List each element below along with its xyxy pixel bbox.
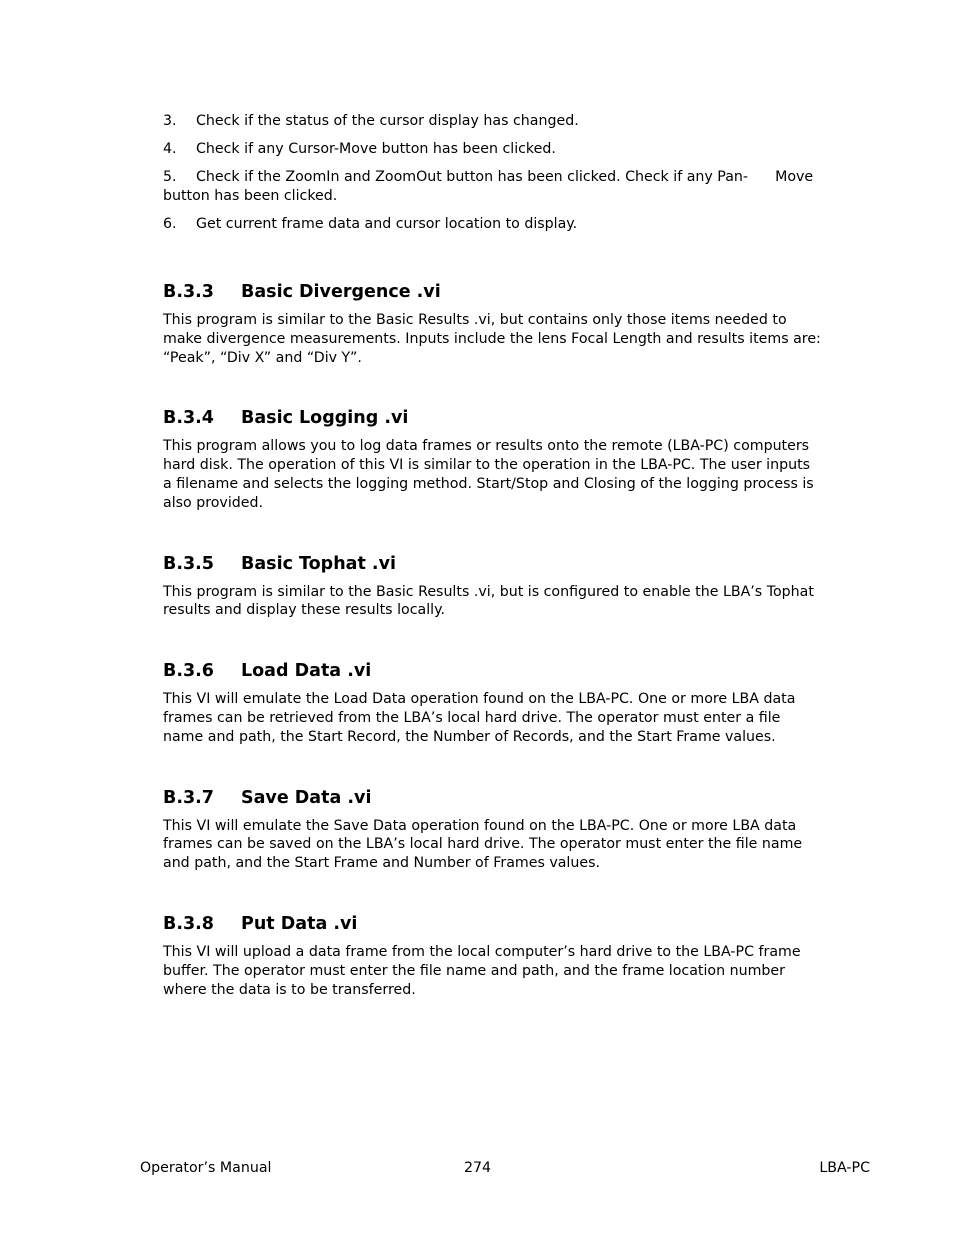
footer-product-name: LBA-PC: [819, 1160, 870, 1176]
step-3: [163, 112, 823, 131]
section-body: This VI will upload a data frame from the local computer’s hard drive to the LBA-PC frame buffer. The operator must enter the file name and path, and the frame location number where the data is to be transferred.: [163, 943, 801, 998]
section-heading: [163, 407, 823, 429]
step-text: Check if any Cursor-Move button has been clicked.: [196, 141, 556, 157]
section-title: Load Data .vi: [241, 661, 372, 682]
page-content: [163, 112, 823, 999]
section-title: Basic Logging .vi: [241, 408, 409, 429]
section-body: This program is similar to the Basic Results .vi, but contains only those items needed to make divergence measurements. Inputs include the lens Focal Length and results items are: “Peak”, “Div X” and “Div Y”.: [163, 312, 821, 366]
section-basic-divergence: [163, 281, 823, 367]
section-basic-logging: [163, 407, 823, 512]
section-body: This VI will emulate the Load Data operation found on the LBA-PC. One or more LBA data frames can be retrieved from the LBA’s local hard drive. The operator must enter a file name and path, the Start Record, the Number of Records, and the Start Frame values.: [163, 691, 796, 745]
section-heading: [163, 553, 823, 575]
step-number: 5.: [163, 169, 177, 185]
step-number: 4.: [163, 141, 177, 157]
step-text: Get current frame data and cursor location to display.: [196, 216, 578, 232]
section-save-data: [163, 787, 823, 873]
page-footer: [0, 1160, 954, 1180]
step-4: [163, 140, 823, 159]
section-heading: [163, 660, 823, 682]
step-text: Check if the status of the cursor display has changed.: [196, 113, 579, 129]
section-load-data: [163, 660, 823, 746]
footer-manual-title: Operator’s Manual: [140, 1160, 272, 1176]
step-number: 3.: [163, 113, 177, 129]
section-heading: [163, 787, 823, 809]
section-number: B.3.8: [163, 913, 214, 934]
section-title: Put Data .vi: [241, 913, 358, 934]
section-put-data: [163, 913, 823, 999]
section-title: Basic Tophat .vi: [241, 553, 396, 574]
section-basic-tophat: [163, 553, 823, 621]
section-number: B.3.5: [163, 553, 214, 574]
section-number: B.3.3: [163, 282, 214, 302]
step-text: Check if the ZoomIn and ZoomOut button has been clicked. Check if any Pan- Move button has been clicked.: [163, 169, 818, 204]
section-title: Save Data .vi: [241, 787, 372, 808]
section-number: B.3.4: [163, 408, 214, 429]
page-number: 274: [464, 1160, 492, 1176]
section-heading: [163, 281, 823, 303]
section-body: This program allows you to log data frames or results onto the remote (LBA-PC) computers hard disk. The operation of this VI is similar to the operation in the LBA-PC. The user inputs a filename and selects the logging method. Start/Stop and Closing of the logging process is also provided.: [163, 438, 814, 511]
section-title: Basic Divergence .vi: [241, 282, 441, 302]
section-number: B.3.7: [163, 787, 214, 808]
step-5: [163, 168, 823, 206]
section-body: This program is similar to the Basic Results .vi, but is configured to enable the LBA’s Tophat results and display these results locally.: [163, 583, 814, 619]
section-heading: [163, 913, 823, 935]
step-number: 6.: [163, 216, 177, 232]
section-number: B.3.6: [163, 661, 214, 682]
section-body: This VI will emulate the Save Data operation found on the LBA-PC. One or more LBA data frames can be saved on the LBA’s local hard drive. The operator must enter the file name and path, and the Start Frame and Number of Frames values.: [163, 817, 803, 872]
step-6: [163, 215, 823, 234]
